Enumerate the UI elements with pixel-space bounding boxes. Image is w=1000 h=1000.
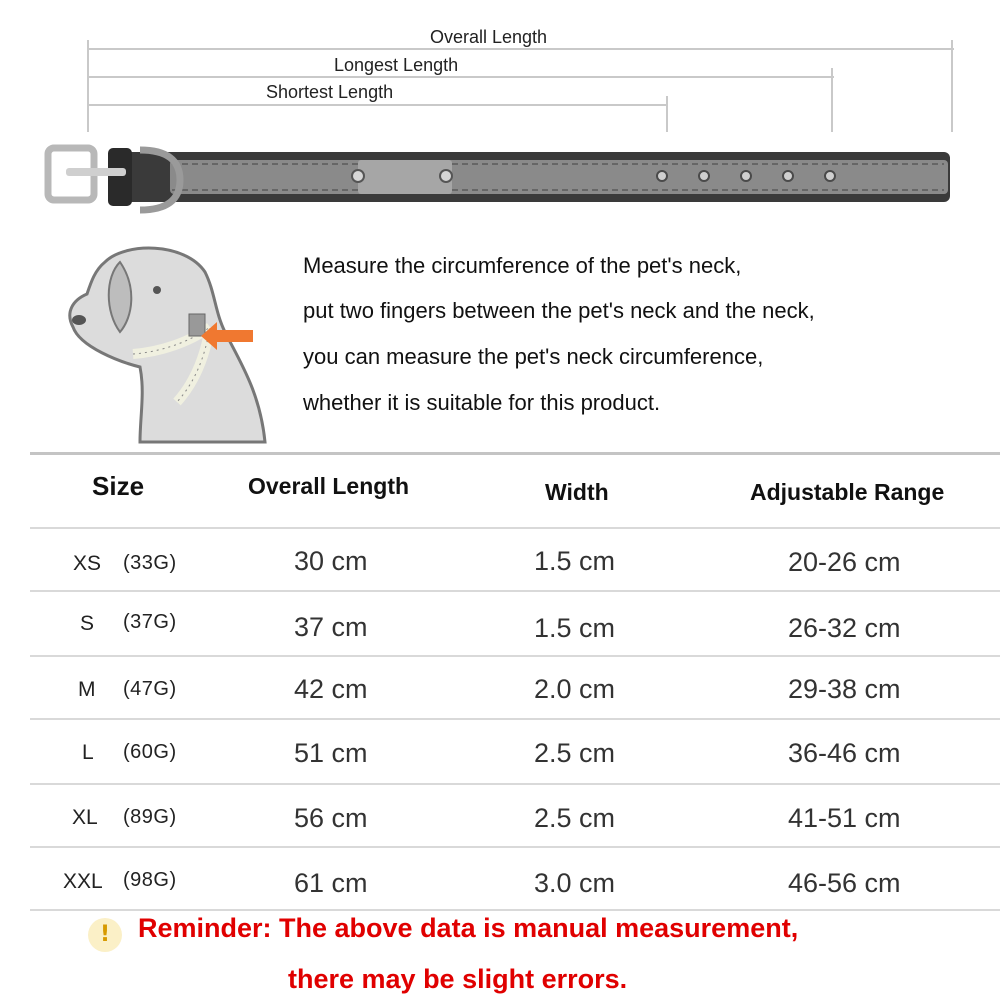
header-overall-length: Overall Length	[248, 473, 410, 499]
longest-tick-right	[831, 68, 833, 132]
size-weight: (37G)	[123, 611, 177, 633]
width-value: 3.0 cm	[534, 868, 616, 898]
size-code: S	[80, 612, 95, 635]
range-value: 29-38 cm	[788, 674, 901, 704]
size-weight: (60G)	[123, 741, 177, 763]
size-weight: (98G)	[123, 869, 177, 891]
reminder-line-2: there may be slight errors.	[288, 964, 628, 994]
table-divider	[30, 527, 1000, 529]
size-code: XL	[72, 806, 98, 829]
overall-tick-right	[951, 40, 953, 132]
header-width: Width	[545, 479, 609, 505]
width-value: 2.5 cm	[534, 803, 616, 833]
table-divider	[30, 452, 1000, 455]
size-weight: (33G)	[123, 552, 177, 574]
reminder-line-1: Reminder: The above data is manual measurement,	[138, 913, 799, 943]
overall-length-value: 51 cm	[294, 738, 368, 768]
table-divider	[30, 846, 1000, 848]
collar-image	[40, 140, 960, 220]
overall-length-value: 61 cm	[294, 868, 368, 898]
instruction-line: you can measure the pet's neck circumference,	[303, 344, 764, 369]
overall-length-value: 30 cm	[294, 546, 368, 576]
instruction-line: Measure the circumference of the pet's neck,	[303, 253, 742, 278]
overall-tick-left	[87, 40, 89, 132]
width-value: 2.5 cm	[534, 738, 616, 768]
range-value: 36-46 cm	[788, 738, 901, 768]
range-value: 46-56 cm	[788, 868, 901, 898]
overall-length-value: 56 cm	[294, 803, 368, 833]
shortest-tick-right	[666, 96, 668, 132]
width-value: 1.5 cm	[534, 613, 616, 643]
header-size: Size	[92, 471, 145, 501]
overall-length-value: 42 cm	[294, 674, 368, 704]
longest-length-line	[88, 76, 834, 78]
overall-length-label: Overall Length	[430, 27, 548, 47]
shortest-length-label: Shortest Length	[266, 82, 394, 102]
table-divider	[30, 783, 1000, 785]
overall-length-value: 37 cm	[294, 612, 368, 642]
table-divider	[30, 655, 1000, 657]
instruction-line: whether it is suitable for this product.	[303, 390, 661, 415]
size-code: XXL	[63, 870, 103, 893]
range-value: 26-32 cm	[788, 613, 901, 643]
size-code: L	[82, 741, 94, 764]
range-value: 20-26 cm	[788, 547, 901, 577]
longest-length-label: Longest Length	[334, 55, 459, 75]
width-value: 2.0 cm	[534, 674, 616, 704]
dog-neck-illustration	[65, 242, 275, 447]
size-code: XS	[73, 552, 102, 575]
size-weight: (89G)	[123, 806, 177, 828]
warning-icon: !	[88, 918, 122, 952]
table-divider	[30, 909, 1000, 911]
size-code: M	[78, 678, 96, 701]
table-divider	[30, 590, 1000, 592]
header-adjustable-range: Adjustable Range	[750, 479, 945, 505]
width-value: 1.5 cm	[534, 546, 616, 576]
size-weight: (47G)	[123, 678, 177, 700]
range-value: 41-51 cm	[788, 803, 901, 833]
table-divider	[30, 718, 1000, 720]
instruction-line: put two fingers between the pet's neck and the neck,	[303, 298, 815, 323]
overall-length-line	[88, 48, 954, 50]
shortest-length-line	[88, 104, 668, 106]
